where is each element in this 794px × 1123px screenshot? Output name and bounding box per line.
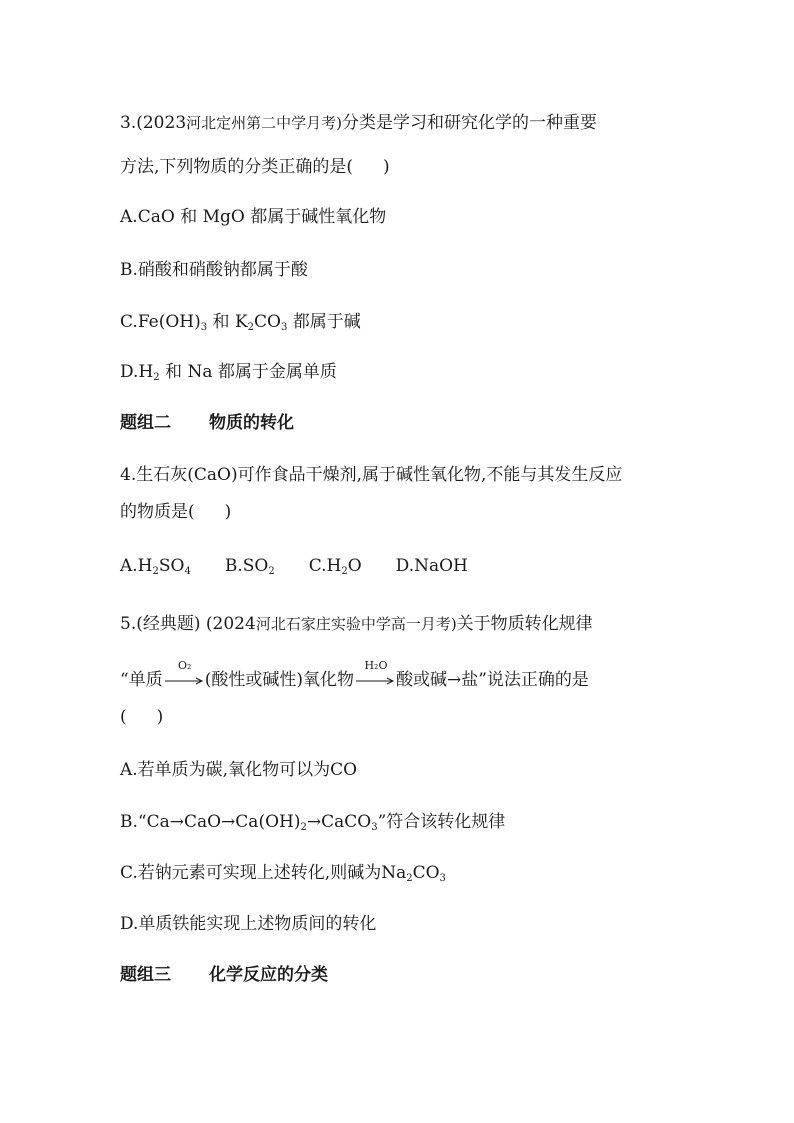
paren-open: ( <box>120 707 127 727</box>
text: SO <box>158 556 185 576</box>
formula: K <box>234 312 248 332</box>
q4-stem-text1: 生石灰(CaO)可作食品干燥剂,属于碱性氧化物,不能与其发生反应 <box>136 465 623 485</box>
rule-open: “单质 <box>120 670 163 690</box>
q3-stem-line2 <box>120 155 390 179</box>
q3-stem-text1: 分类是学习和研究化学的一种重要 <box>342 113 597 133</box>
arrow-label: H₂O <box>364 659 388 672</box>
text: CO <box>412 863 440 883</box>
rule-mid: (酸性或碱性)氧化物 <box>204 670 354 690</box>
text: 和 <box>180 207 198 227</box>
q4-option-a <box>120 554 191 578</box>
rule-end: 酸或碱→盐”说法正确的是 <box>395 670 589 690</box>
formula: CaO <box>137 207 175 227</box>
q4-option-b <box>225 554 275 578</box>
q5-stem-line1 <box>120 612 593 636</box>
text: A.H <box>120 556 153 576</box>
option-text: A.若单质为碳,氧化物可以为CO <box>120 760 358 780</box>
text: B.“Ca→CaO→Ca(OH) <box>120 812 301 832</box>
text: B.SO <box>224 556 269 576</box>
text: D.NaOH <box>395 556 468 576</box>
q5-option-d <box>120 912 376 936</box>
option-text: B.硝酸和硝酸钠都属于酸 <box>120 260 308 280</box>
subscript: 4 <box>184 566 191 577</box>
q5-rule-line <box>120 659 589 692</box>
paren-close: ) <box>156 707 164 727</box>
q3-stem-line1 <box>120 111 597 135</box>
text: 和 <box>165 362 183 382</box>
arrow-icon <box>163 668 205 692</box>
subscript: 3 <box>200 322 208 333</box>
text: C.若钠元素可实现上述转化,则碱为Na <box>120 863 407 883</box>
q5-tag: (经典题) <box>136 614 201 634</box>
q4-number: 4. <box>120 465 137 485</box>
subscript: 3 <box>371 822 378 833</box>
q3-option-a <box>120 205 386 229</box>
q3-source-prefix: (2023 <box>136 113 187 133</box>
q4-stem-text2: 的物质是( <box>120 502 195 522</box>
q3-stem-text2: 方法,下列物质的分类正确的是( <box>120 157 354 177</box>
option-label: A. <box>120 207 138 227</box>
formula: Na <box>187 362 213 382</box>
q5-source: 河北石家庄实验中学高一月考) <box>255 615 457 633</box>
formula: H <box>138 362 154 382</box>
q4-stem-line2 <box>120 500 231 524</box>
text: 都属于金属单质 <box>217 362 337 382</box>
q4-paren-close: ) <box>224 502 232 522</box>
q4-option-d <box>396 554 468 578</box>
text: →CaCO <box>306 812 372 832</box>
q3-source: 河北定州第二中学月考) <box>186 114 342 132</box>
section-subtitle: 化学反应的分类 <box>209 965 328 985</box>
subscript: 2 <box>268 566 275 577</box>
text: C.H <box>308 556 342 576</box>
text: 都属于碱 <box>292 312 361 332</box>
reaction-arrow-h2o <box>354 659 396 692</box>
q5-option-a <box>120 758 357 782</box>
q4-options <box>120 554 468 578</box>
subscript: 2 <box>341 566 348 577</box>
section-subtitle: 物质的转化 <box>209 413 294 433</box>
q3-number: 3. <box>120 113 137 133</box>
subscript: 2 <box>406 873 413 884</box>
q5-option-c <box>120 861 446 885</box>
subscript: 2 <box>152 566 159 577</box>
section-heading-group3 <box>120 963 328 987</box>
q5-stem-text1: 关于物质转化规律 <box>456 614 593 634</box>
option-label: D. <box>120 362 139 382</box>
text: ”符合该转化规律 <box>377 812 506 832</box>
subscript: 2 <box>153 372 160 383</box>
q4-option-c <box>309 554 362 578</box>
q3-option-c <box>120 310 361 334</box>
option-text: D.单质铁能实现上述物质间的转化 <box>120 914 377 934</box>
q5-source-prefix: (2024 <box>205 614 256 634</box>
reaction-arrow-o2 <box>163 659 205 692</box>
subscript: 3 <box>280 322 288 333</box>
text: O <box>347 556 362 576</box>
q4-stem-line1 <box>120 463 622 487</box>
section-title: 题组二 <box>120 413 171 433</box>
q5-number: 5. <box>120 614 137 634</box>
formula: Fe(OH) <box>137 312 201 332</box>
arrow-label: O₂ <box>177 659 192 672</box>
text: 和 <box>212 312 230 332</box>
text: 都属于碱性氧化物 <box>250 207 387 227</box>
formula: CO <box>254 312 281 332</box>
section-heading-group2 <box>120 411 294 435</box>
q5-paren-line <box>120 705 163 729</box>
q3-option-d <box>120 360 337 384</box>
q3-option-b <box>120 258 308 282</box>
option-label: C. <box>120 312 138 332</box>
q5-option-b <box>120 810 505 834</box>
subscript: 3 <box>439 873 446 884</box>
subscript: 2 <box>300 822 307 833</box>
q3-paren-close: ) <box>383 157 390 177</box>
formula: MgO <box>202 207 245 227</box>
section-title: 题组三 <box>120 965 171 985</box>
arrow-icon <box>354 668 396 692</box>
subscript: 2 <box>247 322 255 333</box>
